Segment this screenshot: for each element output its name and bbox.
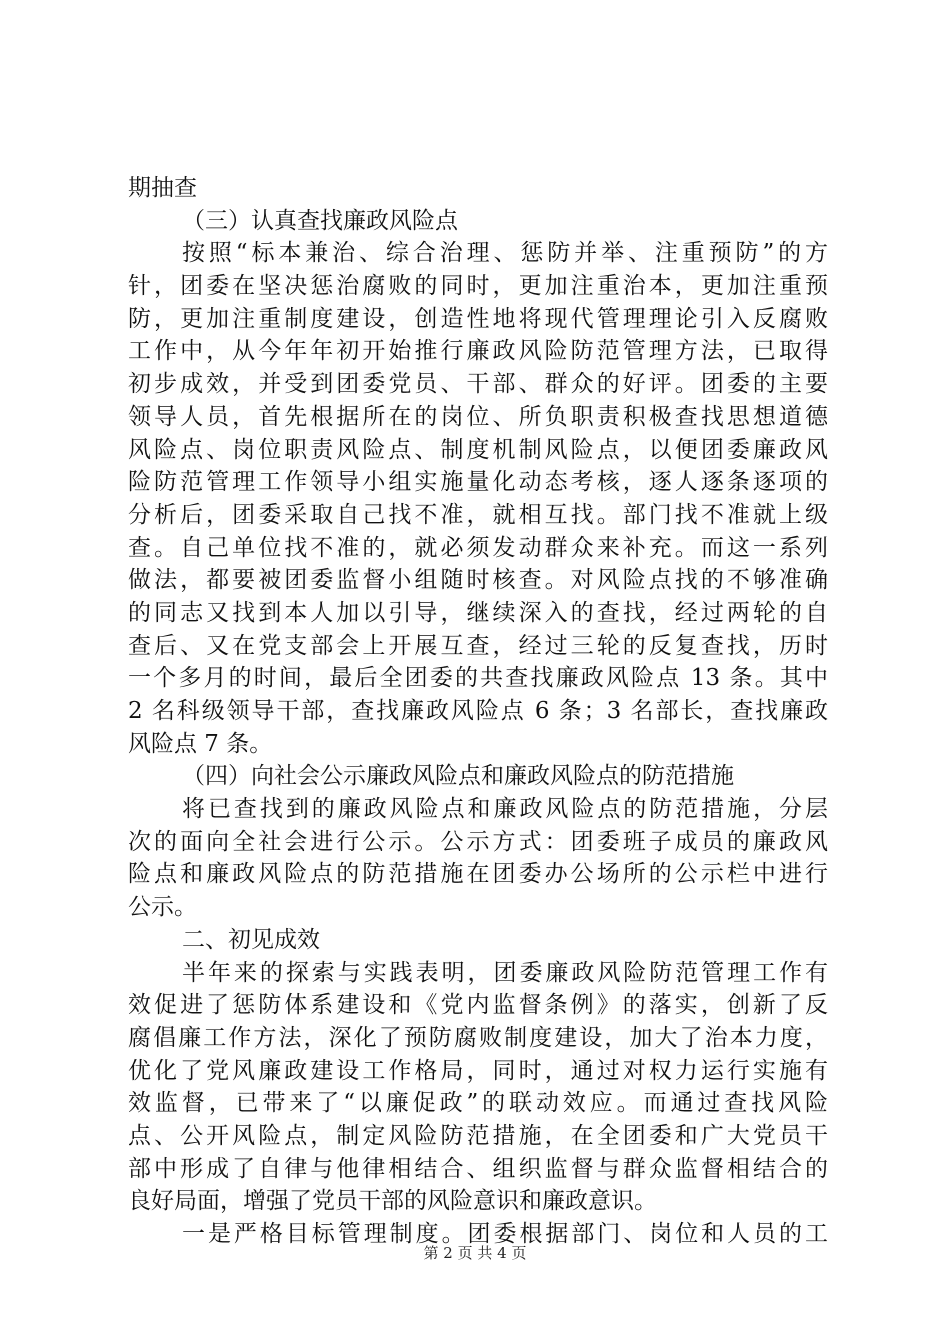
text-line: 将已查找到的廉政风险点和廉政风险点的防范措施，分层 xyxy=(182,796,828,823)
page-number-footer: 第 2 页 共 4 页 xyxy=(423,1244,527,1262)
text-line: 针，团委在坚决惩治腐败的同时，更加注重治本，更加注重预 xyxy=(128,273,828,300)
text-line: 做法，都要被团委监督小组随时核查。对风险点找的不够准确 xyxy=(128,567,828,594)
text-line: 公示。 xyxy=(128,894,197,921)
text-line: 查。自己单位找不准的，就必须发动群众来补充。而这一系列 xyxy=(128,534,828,561)
text-line: 部中形成了自律与他律相结合、组织监督与群众监督相结合的 xyxy=(128,1155,828,1182)
text-line: 期抽查 xyxy=(128,175,197,201)
text-line: 的同志又找到本人加以引导，继续深入的查找，经过两轮的自 xyxy=(128,599,828,626)
text-line: 2 名科级领导干部，查找廉政风险点 6 条；3 名部长，查找廉政 xyxy=(128,698,828,724)
text-line: 一个多月的时间，最后全团委的共查找廉政风险点 13 条。其中 xyxy=(128,665,828,692)
section-heading: 二、初见成效 xyxy=(182,926,320,953)
text-line: 点、公开风险点，制定风险防范措施，在全团委和广大党员干 xyxy=(128,1122,828,1149)
text-line: 按照“标本兼治、综合治理、惩防并举、注重预防”的方 xyxy=(182,240,828,267)
text-line: 腐倡廉工作方法，深化了预防腐败制度建设，加大了治本力度， xyxy=(128,1024,828,1051)
text-line: 初步成效，并受到团委党员、干部、群众的好评。团委的主要 xyxy=(128,371,828,398)
text-line: 半年来的探索与实践表明，团委廉政风险防范管理工作有 xyxy=(182,959,828,986)
section-heading: （三）认真查找廉政风险点 xyxy=(182,207,458,234)
document-body xyxy=(128,172,828,1251)
text-line: 查后、又在党支部会上开展互查，经过三轮的反复查找，历时 xyxy=(128,632,828,659)
section-heading: （四）向社会公示廉政风险点和廉政风险点的防范措施 xyxy=(182,763,734,790)
text-line: 险防范管理工作领导小组实施量化动态考核，逐人逐条逐项的 xyxy=(128,469,828,496)
text-line: 效监督，已带来了“以廉促政”的联动效应。而通过查找风险 xyxy=(128,1090,828,1117)
text-line: 优化了党风廉政建设工作格局，同时，通过对权力运行实施有 xyxy=(128,1057,828,1084)
text-line: 一是严格目标管理制度。团委根据部门、岗位和人员的工 xyxy=(182,1221,828,1247)
text-line: 良好局面，增强了党员干部的风险意识和廉政意识。 xyxy=(128,1188,657,1215)
text-line: 风险点 7 条。 xyxy=(128,730,273,757)
text-line: 防，更加注重制度建设，创造性地将现代管理理论引入反腐败 xyxy=(128,305,828,332)
text-line: 风险点、岗位职责风险点、制度机制风险点，以便团委廉政风 xyxy=(128,436,828,463)
text-line: 险点和廉政风险点的防范措施在团委办公场所的公示栏中进行 xyxy=(128,861,828,888)
text-line: 工作中，从今年年初开始推行廉政风险防范管理方法，已取得 xyxy=(128,338,828,365)
text-line: 效促进了惩防体系建设和《党内监督条例》的落实，创新了反 xyxy=(128,992,828,1019)
text-line: 领导人员，首先根据所在的岗位、所负职责积极查找思想道德 xyxy=(128,403,828,430)
text-line: 分析后，团委采取自己找不准，就相互找。部门找不准就上级 xyxy=(128,501,828,528)
text-line: 次的面向全社会进行公示。公示方式：团委班子成员的廉政风 xyxy=(128,828,828,855)
